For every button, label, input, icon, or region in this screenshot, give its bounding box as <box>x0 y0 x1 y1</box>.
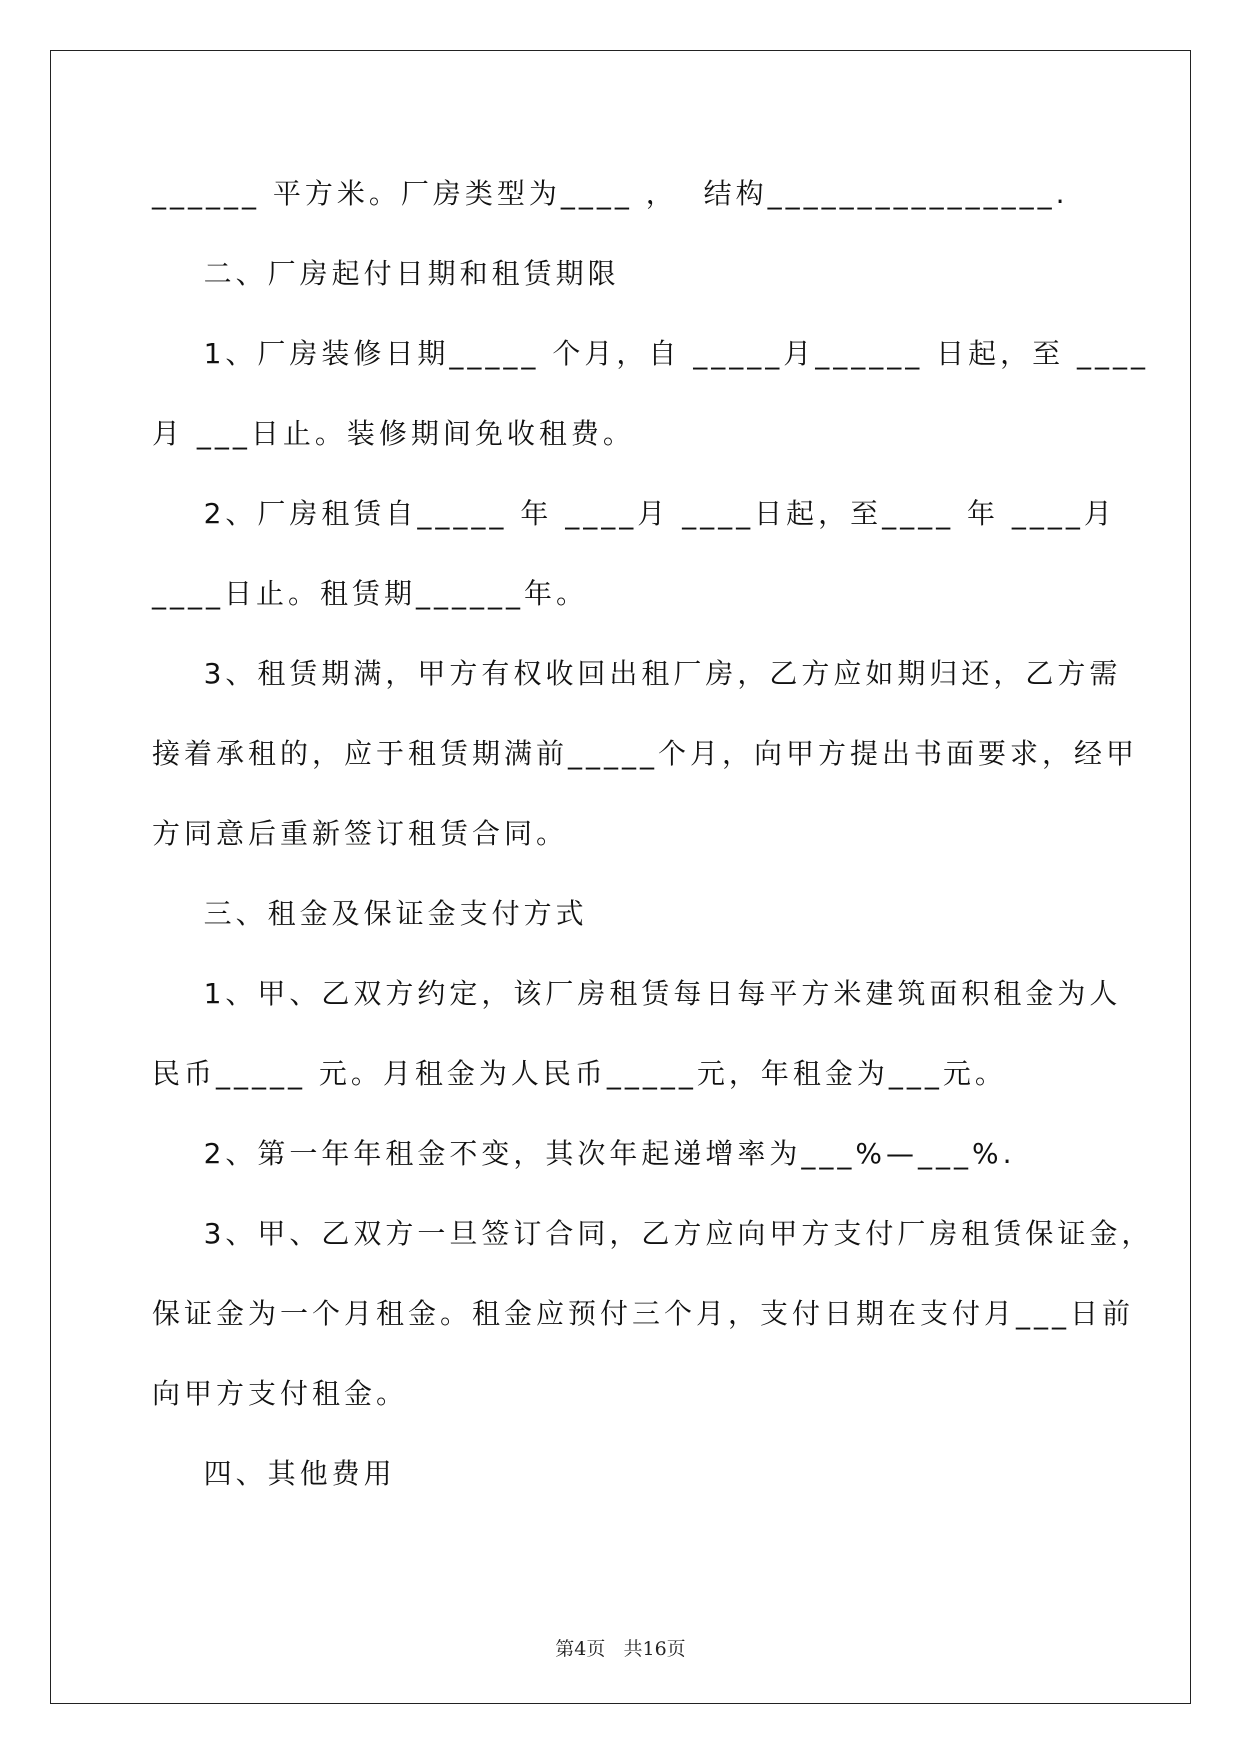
body-line: 3、租赁期满，甲方有权收回出租厂房，乙方应如期归还，乙方需 <box>152 657 1122 690</box>
body-line: ______ 平方米。厂房类型为____ ， 结构________________. <box>152 177 1069 210</box>
body-line: 月 ___日止。装修期间免收租费。 <box>152 417 635 450</box>
body-line: ____日止。租赁期______年。 <box>152 577 589 610</box>
body-line: 1、甲、乙双方约定，该厂房租赁每日每平方米建筑面积租金为人 <box>152 977 1122 1010</box>
body-line: 保证金为一个月租金。租金应预付三个月，支付日期在支付月___日前 <box>152 1297 1135 1330</box>
section-heading: 三、租金及保证金支付方式 <box>152 897 588 930</box>
section-heading: 四、其他费用 <box>152 1457 396 1490</box>
body-line: 1、厂房装修日期_____ 个月，自 _____月______ 日起，至 ____ <box>152 337 1150 370</box>
body-line: 方同意后重新签订租赁合同。 <box>152 817 569 850</box>
body-line: 民币_____ 元。月租金为人民币_____元，年租金为___元。 <box>152 1057 1007 1090</box>
body-line: 3、甲、乙双方一旦签订合同，乙方应向甲方支付厂房租赁保证金， <box>152 1217 1154 1250</box>
body-line: 接着承租的，应于租赁期满前_____个月，向甲方提出书面要求，经甲 <box>152 737 1139 770</box>
section-heading: 二、厂房起付日期和租赁期限 <box>152 257 620 290</box>
body-line: 2、第一年年租金不变，其次年起递增率为___%—___%. <box>152 1137 1016 1170</box>
body-line: 2、厂房租赁自_____ 年 ____月 ____日起，至____ 年 ____月 <box>152 497 1116 530</box>
page-number: 第4页 共16页 <box>555 1638 686 1660</box>
body-line: 向甲方支付租金。 <box>152 1377 409 1410</box>
